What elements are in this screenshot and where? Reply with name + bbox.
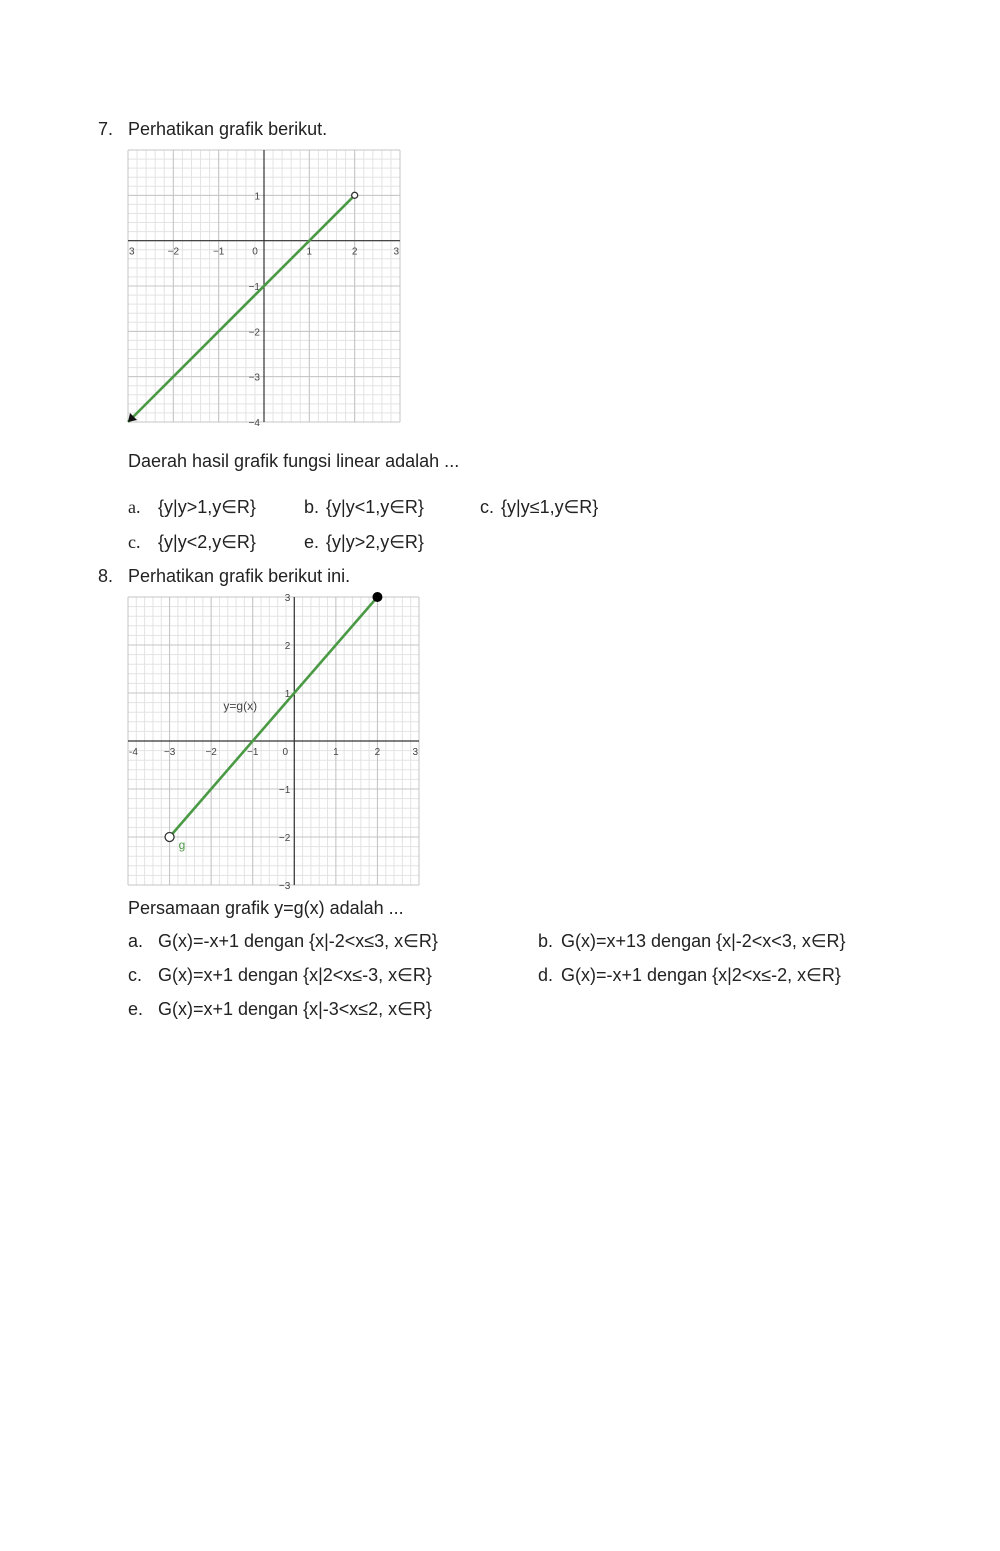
x-tick-label: 2 — [351, 246, 358, 258]
q7-option-c2[interactable] — [128, 532, 256, 553]
q8-prompt: Perhatikan grafik berikut ini. — [128, 566, 351, 586]
y-tick-label: 3 — [284, 593, 291, 604]
q8-option-b[interactable] — [538, 931, 846, 952]
q7-option-c1[interactable] — [480, 497, 598, 518]
x-tick-label: 1 — [306, 246, 313, 258]
q7-prompt: Perhatikan grafik berikut. — [128, 119, 328, 139]
y-tick-label: −2 — [278, 833, 291, 844]
option-text: {y|y<1,y∈R} — [326, 497, 424, 517]
q8-number: 8. — [98, 566, 114, 586]
x-tick-label: −1 — [247, 747, 259, 758]
option-text: G(x)=-x+1 dengan {x|2<x≤-2, x∈R} — [561, 965, 841, 985]
option-label: a. — [128, 931, 144, 951]
y-tick-label: 1 — [284, 689, 291, 700]
point-label: g — [178, 838, 186, 852]
open-endpoint — [352, 192, 358, 198]
x-tick-label: 0 — [282, 747, 289, 758]
q8-option-c[interactable] — [128, 965, 432, 986]
option-label: d. — [538, 965, 554, 985]
curve-label: y=g(x) — [223, 698, 258, 713]
option-label: b. — [538, 931, 554, 951]
y-tick-label: −1 — [278, 785, 291, 796]
option-label: e. — [128, 999, 144, 1019]
option-text: G(x)=x+1 dengan {x|2<x≤-3, x∈R} — [158, 965, 432, 985]
q8-option-a[interactable] — [128, 931, 438, 952]
q8-question: Persamaan grafik y=g(x) adalah ... — [128, 898, 404, 918]
option-label: c. — [480, 497, 495, 517]
x-tick-label: −2 — [167, 246, 180, 258]
x-tick-label: 1 — [333, 747, 339, 758]
open-endpoint — [165, 833, 174, 842]
x-tick-label: 2 — [374, 747, 381, 758]
x-tick-label: −3 — [163, 747, 176, 758]
option-text: {y|y>2,y∈R} — [326, 532, 424, 552]
q7-option-e[interactable] — [304, 532, 424, 553]
x-tick-label: −1 — [212, 246, 225, 258]
option-label: e. — [304, 532, 320, 552]
x-tick-label: 3 — [129, 246, 135, 258]
q7-graph — [128, 150, 400, 429]
q8-graph — [128, 593, 419, 892]
q7-option-a[interactable] — [128, 497, 256, 518]
q7-question: Daerah hasil grafik fungsi linear adalah ... — [128, 451, 460, 471]
option-text: {y|y≤1,y∈R} — [501, 497, 599, 517]
option-text: {y|y<2,y∈R} — [158, 532, 256, 552]
option-label: c. — [128, 532, 141, 552]
series-line — [128, 195, 355, 422]
y-tick-label: −4 — [248, 418, 260, 429]
y-tick-label: −3 — [248, 372, 260, 384]
y-tick-label: 1 — [254, 191, 260, 203]
option-text: G(x)=-x+1 dengan {x|-2<x≤3, x∈R} — [158, 931, 438, 951]
x-tick-label: -4 — [129, 747, 138, 758]
option-label: c. — [128, 965, 143, 985]
x-tick-label: 3 — [412, 747, 418, 758]
closed-endpoint — [372, 592, 382, 602]
q7-number: 7. — [98, 119, 114, 139]
y-tick-label: −1 — [248, 282, 260, 293]
x-tick-label: 3 — [393, 246, 399, 258]
option-text: {y|y>1,y∈R} — [158, 497, 256, 517]
y-tick-label: 2 — [284, 641, 291, 652]
q8-option-e[interactable] — [128, 999, 432, 1020]
y-tick-label: −3 — [278, 881, 291, 892]
option-label: b. — [304, 497, 320, 517]
option-text: G(x)=x+13 dengan {x|-2<x<3, x∈R} — [561, 931, 846, 951]
y-tick-label: −2 — [248, 327, 260, 339]
option-label: a. — [128, 497, 141, 517]
q7-option-b[interactable] — [304, 497, 424, 518]
x-tick-label: 0 — [252, 246, 258, 258]
option-text: G(x)=x+1 dengan {x|-3<x≤2, x∈R} — [158, 999, 432, 1019]
q8-option-d[interactable] — [538, 965, 841, 986]
series-line — [170, 597, 378, 837]
x-tick-label: −2 — [205, 747, 217, 758]
